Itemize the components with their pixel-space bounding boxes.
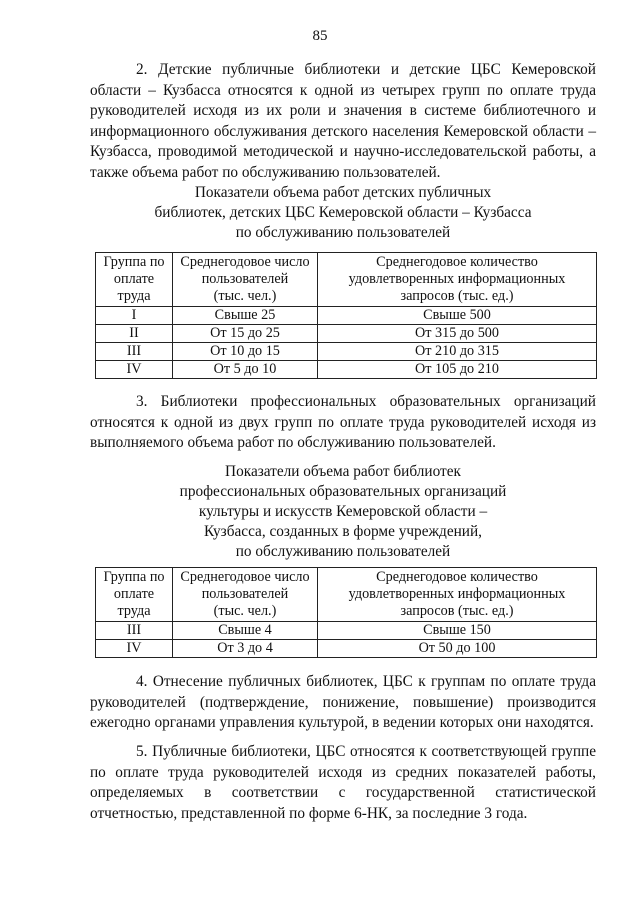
table1-caption-line: библиотек, детских ЦБС Кемеровской области – Кузбасса [154, 204, 532, 221]
table-row [96, 307, 597, 325]
table-cell: От 10 до 15 [173, 343, 318, 361]
table1-header-group: Группа по оплате труда [96, 253, 173, 307]
table-cell: От 315 до 500 [318, 325, 597, 343]
table1-header-users: Среднегодовое число пользователей (тыс. чел.) [173, 253, 318, 307]
table1-header-row [96, 253, 597, 307]
table1-caption-line: Показатели объема работ детских публичных [194, 184, 492, 201]
table-cell: II [96, 325, 173, 343]
table-cell: I [96, 307, 173, 325]
table2-caption-line: Показатели объема работ библиотек [225, 463, 461, 480]
paragraph-3: 3. Библиотеки профессиональных образовательных организаций относятся к одной из двух групп по оплате труда руководителей исходя из выполняемого объема работ по обслуживанию пользователей. [90, 393, 596, 452]
table-cell: От 3 до 4 [173, 640, 318, 658]
table-cell: От 50 до 100 [318, 640, 597, 658]
paragraph-4: 4. Отнесение публичных библиотек, ЦБС к группам по оплате труда руководителей (подтверждение, понижение, повышение) производится ежегодно органами управления культурой, в ведении которых они находятся. [90, 673, 596, 732]
table-cell: От 5 до 10 [173, 361, 318, 379]
table2-header-requests: Среднегодовое количество удовлетворенных информационных запросов (тыс. ед.) [318, 568, 597, 622]
table-cell: Свыше 4 [173, 622, 318, 640]
table2-caption [90, 462, 596, 562]
paragraph-5: 5. Публичные библиотеки, ЦБС относятся к соответствующей группе по оплате труда руководителей исходя из средних показателей работы, определяемых в соответствии с государственной статистической отчетностью, представленной по форме 6-НК, за последние 3 года. [90, 743, 596, 822]
page-number: 85 [312, 28, 328, 44]
table-cell: Свыше 150 [318, 622, 597, 640]
table-cell: Свыше 500 [318, 307, 597, 325]
table-cell: III [96, 622, 173, 640]
table-row [96, 343, 597, 361]
table2-header-users: Среднегодовое число пользователей (тыс. чел.) [173, 568, 318, 622]
table-row [96, 622, 597, 640]
table-cell: От 105 до 210 [318, 361, 597, 379]
table-row [96, 640, 597, 658]
table-cell: IV [96, 361, 173, 379]
table-cell: От 210 до 315 [318, 343, 597, 361]
table-row [96, 325, 597, 343]
table2-caption-line: по обслуживанию пользователей [235, 543, 451, 560]
table-cell: Свыше 25 [173, 307, 318, 325]
table-cell: От 15 до 25 [173, 325, 318, 343]
table1-caption [90, 183, 596, 243]
table1-caption-line: по обслуживанию пользователей [235, 224, 451, 241]
paragraph-2: 2. Детские публичные библиотеки и детские ЦБС Кемеровской области – Кузбасса относятся к одной из четырех групп по оплате труда руководителей исходя из их роли и значения в системе библиотечного и информационного обслуживания детского населения Кемеровской области – Кузбасса, проводимой методической и научно-исследовательской работы, а также объема работ по обслуживанию пользователей. [90, 61, 596, 181]
table-cell: III [96, 343, 173, 361]
table-row [96, 361, 597, 379]
table2-header-row [96, 568, 597, 622]
table2-caption-line: культуры и искусств Кемеровской области – [198, 503, 488, 520]
table2-caption-line: профессиональных образовательных организаций [179, 483, 507, 500]
table1-header-requests: Среднегодовое количество удовлетворенных информационных запросов (тыс. ед.) [318, 253, 597, 307]
table-cell: IV [96, 640, 173, 658]
table2-caption-line: Кузбасса, созданных в форме учреждений, [203, 523, 483, 540]
table1 [95, 252, 597, 379]
table2 [95, 567, 597, 658]
table2-header-group: Группа по оплате труда [96, 568, 173, 622]
